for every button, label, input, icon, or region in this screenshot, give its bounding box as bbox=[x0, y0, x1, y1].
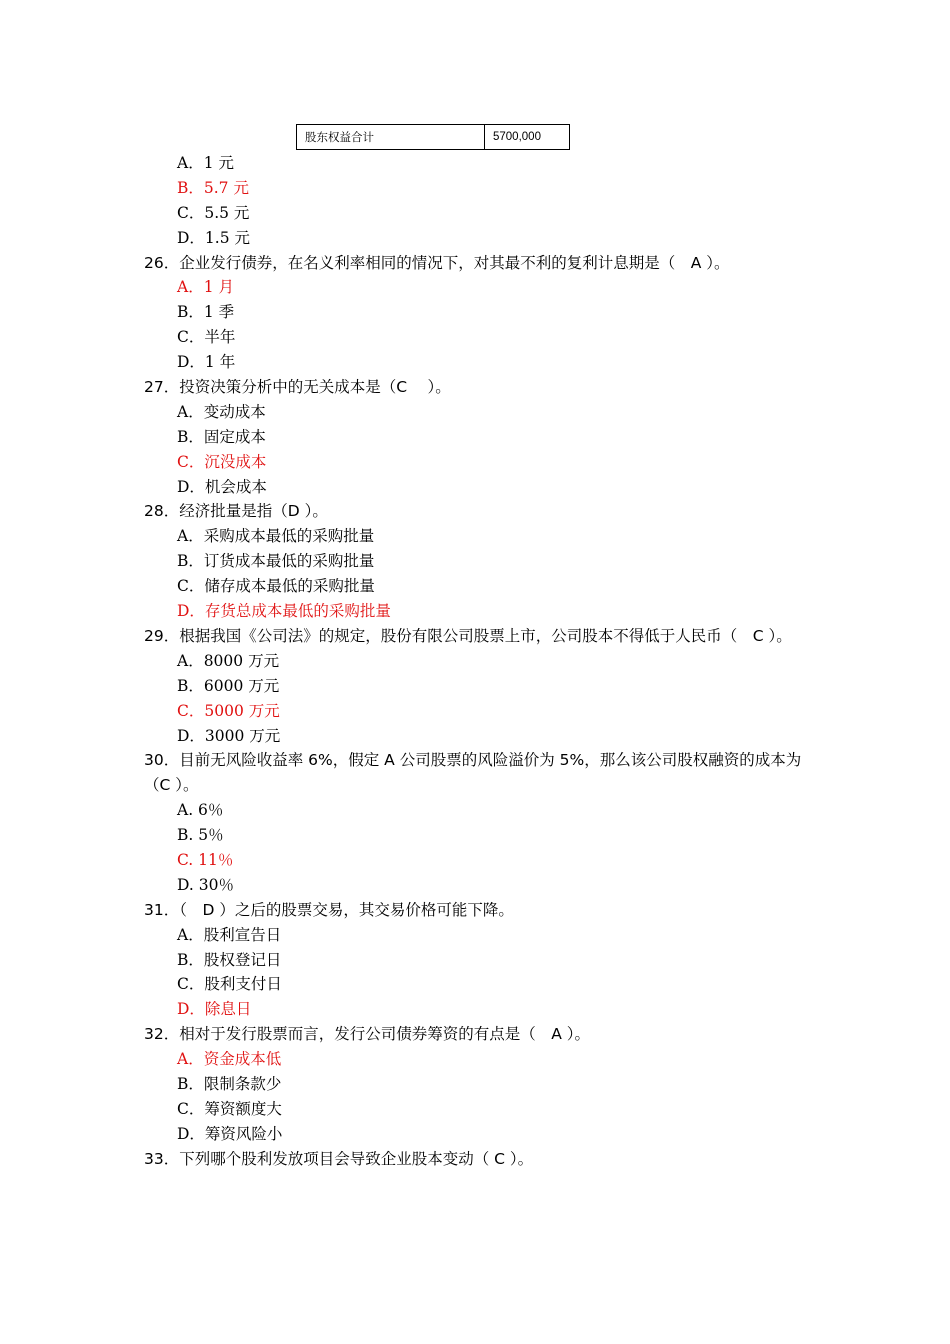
equity-summary-table bbox=[296, 124, 570, 150]
answer-option-correct: C．沉没成本 bbox=[177, 452, 267, 471]
answer-option-correct: A．资金成本低 bbox=[177, 1050, 282, 1069]
answer-option: D．1 年 bbox=[177, 353, 236, 372]
answer-option: D．机会成本 bbox=[177, 477, 267, 496]
answer-option: A．采购成本最低的采购批量 bbox=[177, 527, 375, 546]
answer-option: A．股利宣告日 bbox=[177, 925, 282, 944]
answer-option-correct: C．5000 万元 bbox=[177, 701, 280, 720]
question-text: 29．根据我国《公司法》的规定，股份有限公司股票上市，公司股本不得低于人民币（ C ）。 bbox=[144, 626, 792, 645]
answer-option: C．5.5 元 bbox=[177, 203, 250, 222]
answer-option: A. 6％ bbox=[177, 801, 224, 820]
question-text: 27．投资决策分析中的无关成本是（C ）。 bbox=[144, 378, 451, 397]
answer-option-correct: A．1 月 bbox=[177, 278, 234, 297]
answer-option: C．股利支付日 bbox=[177, 975, 282, 994]
answer-option: B．限制条款少 bbox=[177, 1075, 282, 1093]
answer-option: A．8000 万元 bbox=[177, 651, 280, 670]
answer-option: B．股权登记日 bbox=[177, 950, 282, 969]
answer-option-correct: B．5.7 元 bbox=[177, 178, 249, 197]
answer-option: A．1 元 bbox=[177, 154, 234, 172]
question-text: 28．经济批量是指（D ）。 bbox=[144, 502, 328, 521]
answer-option: D. 30％ bbox=[177, 875, 234, 894]
answer-option: D．1.5 元 bbox=[177, 228, 251, 247]
answer-option: C．筹资额度大 bbox=[177, 1099, 282, 1118]
answer-option: D．3000 万元 bbox=[177, 726, 281, 745]
table-label-cell: 股东权益合计 bbox=[297, 125, 485, 150]
table-row bbox=[297, 125, 570, 150]
answer-option: C．半年 bbox=[177, 328, 236, 347]
answer-option: B．固定成本 bbox=[177, 427, 266, 446]
table-value-cell: 5700,000 bbox=[485, 125, 570, 150]
answer-option-correct: D．存货总成本最低的采购批量 bbox=[177, 602, 391, 621]
answer-option: B．6000 万元 bbox=[177, 676, 280, 695]
question-text: 32．相对于发行股票而言，发行公司债券筹资的有点是（ A ）。 bbox=[144, 1025, 591, 1044]
question-text: 26．企业发行债券，在名义利率相同的情况下，对其最不利的复利计息期是（ A ）。 bbox=[144, 253, 730, 272]
answer-option: B．订货成本最低的采购批量 bbox=[177, 552, 375, 571]
question-list bbox=[144, 151, 816, 1172]
answer-option: D．筹资风险小 bbox=[177, 1124, 283, 1143]
answer-option-correct: C. 11％ bbox=[177, 850, 234, 869]
question-text: 30．目前无风险收益率 6%，假定 A 公司股票的风险溢价为 5%，那么该公司股权融资的成本为（C ）。 bbox=[144, 751, 802, 795]
answer-option: B．1 季 bbox=[177, 303, 235, 322]
question-text: 31．（ D ）之后的股票交易，其交易价格可能下降。 bbox=[144, 900, 514, 919]
question-text: 33．下列哪个股利发放项目会导致企业股本变动（ C ）。 bbox=[144, 1149, 534, 1168]
answer-option: C．储存成本最低的采购批量 bbox=[177, 577, 375, 596]
answer-option: A．变动成本 bbox=[177, 402, 266, 421]
answer-option-correct: D．除息日 bbox=[177, 1000, 252, 1019]
answer-option: B. 5％ bbox=[177, 826, 224, 845]
